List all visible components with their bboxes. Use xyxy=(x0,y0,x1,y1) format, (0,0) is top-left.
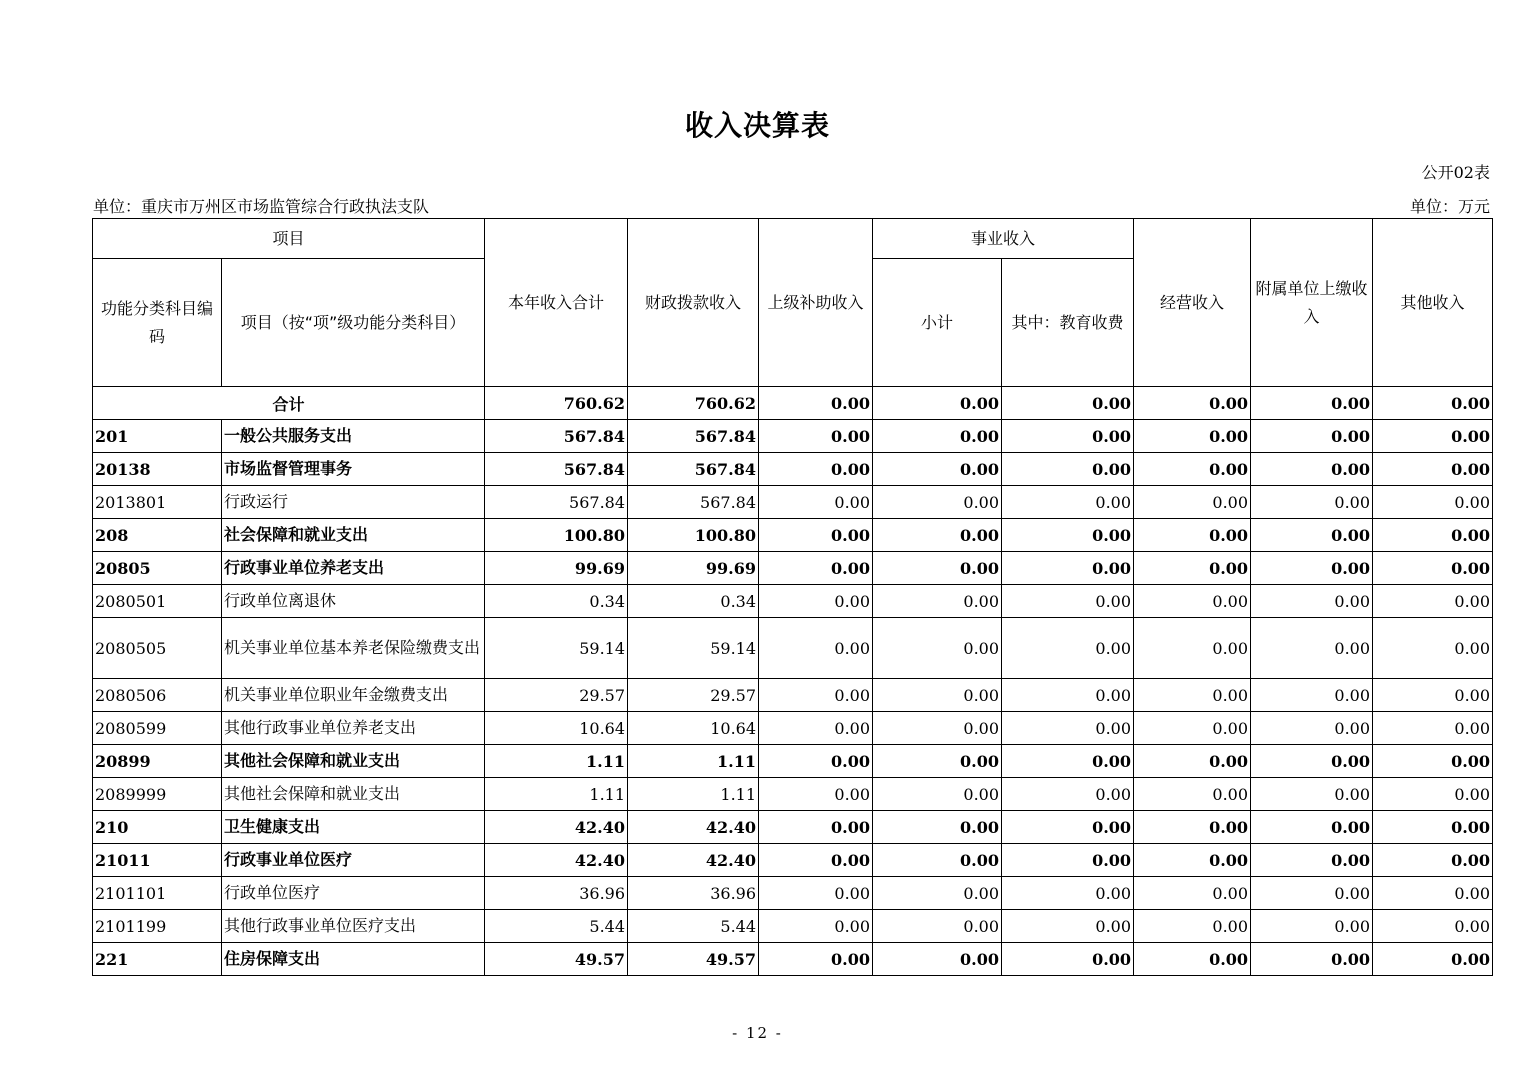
table-row xyxy=(93,679,1493,712)
row-value: 0.00 xyxy=(1134,679,1251,712)
row-name: 行政单位医疗 xyxy=(222,877,485,910)
row-value: 0.00 xyxy=(1251,618,1373,679)
row-name: 卫生健康支出 xyxy=(222,811,485,844)
table-row xyxy=(93,910,1493,943)
row-name: 其他社会保障和就业支出 xyxy=(222,745,485,778)
row-value: 567.84 xyxy=(628,453,759,486)
row-value: 0.00 xyxy=(1134,844,1251,877)
row-value: 0.00 xyxy=(1134,618,1251,679)
row-value: 0.00 xyxy=(1002,844,1134,877)
row-name: 市场监督管理事务 xyxy=(222,453,485,486)
row-value: 0.00 xyxy=(873,552,1002,585)
row-value: 0.00 xyxy=(1373,844,1493,877)
row-value: 59.14 xyxy=(485,618,628,679)
header-education-fee: 其中：教育收费 xyxy=(1002,259,1134,387)
table-row xyxy=(93,943,1493,976)
row-value: 1.11 xyxy=(628,745,759,778)
table-row xyxy=(93,811,1493,844)
total-cell: 0.00 xyxy=(1002,387,1134,420)
row-value: 0.00 xyxy=(1002,745,1134,778)
row-value: 10.64 xyxy=(628,712,759,745)
row-value: 0.00 xyxy=(1251,943,1373,976)
row-value: 0.00 xyxy=(873,910,1002,943)
row-name: 其他行政事业单位养老支出 xyxy=(222,712,485,745)
income-report-table xyxy=(92,218,1493,976)
row-value: 0.00 xyxy=(1002,778,1134,811)
row-value: 0.00 xyxy=(873,712,1002,745)
row-value: 0.00 xyxy=(1002,943,1134,976)
row-name: 其他行政事业单位医疗支出 xyxy=(222,910,485,943)
row-code: 2080506 xyxy=(93,679,222,712)
row-name: 行政事业单位医疗 xyxy=(222,844,485,877)
row-value: 0.00 xyxy=(873,844,1002,877)
row-value: 0.00 xyxy=(1134,811,1251,844)
row-value: 0.00 xyxy=(1251,778,1373,811)
row-value: 49.57 xyxy=(628,943,759,976)
row-value: 0.00 xyxy=(1002,679,1134,712)
row-value: 0.00 xyxy=(1251,712,1373,745)
row-value: 567.84 xyxy=(628,420,759,453)
row-value: 29.57 xyxy=(628,679,759,712)
row-value: 567.84 xyxy=(485,486,628,519)
header-total-income: 本年收入合计 xyxy=(485,219,628,387)
row-value: 0.00 xyxy=(759,585,873,618)
row-value: 0.00 xyxy=(1373,910,1493,943)
row-value: 0.00 xyxy=(1134,519,1251,552)
row-code: 2101199 xyxy=(93,910,222,943)
row-code: 2080505 xyxy=(93,618,222,679)
row-value: 0.00 xyxy=(759,877,873,910)
row-value: 36.96 xyxy=(485,877,628,910)
row-value: 0.00 xyxy=(873,811,1002,844)
row-code: 221 xyxy=(93,943,222,976)
row-value: 1.11 xyxy=(485,745,628,778)
page-title: 收入决算表 xyxy=(684,109,830,142)
row-value: 0.00 xyxy=(1134,453,1251,486)
row-value: 0.00 xyxy=(1002,519,1134,552)
row-value: 0.00 xyxy=(1373,811,1493,844)
row-value: 42.40 xyxy=(628,844,759,877)
row-value: 567.84 xyxy=(485,420,628,453)
row-code: 2080501 xyxy=(93,585,222,618)
row-value: 0.00 xyxy=(1373,778,1493,811)
row-value: 10.64 xyxy=(485,712,628,745)
row-value: 0.00 xyxy=(1134,585,1251,618)
table-row xyxy=(93,453,1493,486)
row-name: 行政单位离退休 xyxy=(222,585,485,618)
row-value: 0.00 xyxy=(1373,712,1493,745)
table-row xyxy=(93,712,1493,745)
row-value: 0.00 xyxy=(873,943,1002,976)
row-value: 0.00 xyxy=(759,486,873,519)
row-value: 0.00 xyxy=(1251,486,1373,519)
row-value: 0.00 xyxy=(1002,420,1134,453)
table-code: 公开02表 xyxy=(1421,163,1490,182)
row-value: 0.00 xyxy=(1373,453,1493,486)
table-row xyxy=(93,844,1493,877)
row-value: 42.40 xyxy=(485,844,628,877)
row-code: 201 xyxy=(93,420,222,453)
row-value: 0.00 xyxy=(1134,877,1251,910)
row-code: 20899 xyxy=(93,745,222,778)
page-number: - 12 - xyxy=(732,1024,783,1042)
table-row xyxy=(93,552,1493,585)
row-value: 0.00 xyxy=(1134,420,1251,453)
row-name: 社会保障和就业支出 xyxy=(222,519,485,552)
header-project: 项目 xyxy=(93,219,485,259)
header-business-income: 事业收入 xyxy=(873,219,1134,259)
row-value: 0.00 xyxy=(1373,618,1493,679)
row-name: 行政运行 xyxy=(222,486,485,519)
row-value: 0.00 xyxy=(873,679,1002,712)
row-value: 0.00 xyxy=(873,618,1002,679)
row-value: 0.00 xyxy=(759,778,873,811)
row-value: 5.44 xyxy=(628,910,759,943)
row-value: 0.00 xyxy=(1373,585,1493,618)
row-code: 21011 xyxy=(93,844,222,877)
total-cell: 760.62 xyxy=(628,387,759,420)
row-value: 0.00 xyxy=(1002,585,1134,618)
row-value: 0.00 xyxy=(759,420,873,453)
unit-currency: 单位：万元 xyxy=(1409,197,1490,216)
row-code: 2101101 xyxy=(93,877,222,910)
header-fiscal-income: 财政拨款收入 xyxy=(628,219,759,387)
table-row xyxy=(93,745,1493,778)
row-value: 0.00 xyxy=(759,679,873,712)
table-row xyxy=(93,778,1493,811)
row-value: 0.00 xyxy=(1134,745,1251,778)
total-cell: 0.00 xyxy=(1134,387,1251,420)
row-value: 0.00 xyxy=(1134,778,1251,811)
row-value: 0.00 xyxy=(759,811,873,844)
header-affiliated-income: 附属单位上缴收入 xyxy=(1251,219,1373,387)
row-value: 0.00 xyxy=(873,486,1002,519)
row-value: 0.00 xyxy=(873,877,1002,910)
row-value: 0.00 xyxy=(1134,552,1251,585)
row-value: 0.00 xyxy=(759,745,873,778)
row-value: 0.00 xyxy=(1002,486,1134,519)
row-value: 0.00 xyxy=(1134,910,1251,943)
row-value: 0.00 xyxy=(1373,943,1493,976)
total-cell: 0.00 xyxy=(759,387,873,420)
row-value: 0.34 xyxy=(485,585,628,618)
row-value: 99.69 xyxy=(485,552,628,585)
row-value: 0.00 xyxy=(1251,519,1373,552)
total-cell: 0.00 xyxy=(1251,387,1373,420)
row-value: 0.00 xyxy=(759,844,873,877)
row-value: 567.84 xyxy=(628,486,759,519)
row-code: 208 xyxy=(93,519,222,552)
row-value: 0.00 xyxy=(1002,552,1134,585)
row-value: 0.00 xyxy=(1251,585,1373,618)
row-value: 100.80 xyxy=(485,519,628,552)
row-value: 0.00 xyxy=(873,745,1002,778)
row-value: 42.40 xyxy=(485,811,628,844)
row-value: 0.00 xyxy=(1373,486,1493,519)
row-value: 36.96 xyxy=(628,877,759,910)
row-value: 1.11 xyxy=(485,778,628,811)
total-label: 合计 xyxy=(93,387,485,420)
row-value: 0.00 xyxy=(1134,943,1251,976)
total-cell: 0.00 xyxy=(873,387,1002,420)
row-value: 0.00 xyxy=(1373,519,1493,552)
row-value: 0.00 xyxy=(1251,844,1373,877)
row-value: 0.00 xyxy=(759,712,873,745)
row-value: 0.00 xyxy=(873,420,1002,453)
row-value: 0.00 xyxy=(1251,420,1373,453)
row-name: 行政事业单位养老支出 xyxy=(222,552,485,585)
table-row xyxy=(93,420,1493,453)
row-value: 29.57 xyxy=(485,679,628,712)
total-cell: 760.62 xyxy=(485,387,628,420)
row-value: 0.34 xyxy=(628,585,759,618)
row-value: 100.80 xyxy=(628,519,759,552)
row-value: 0.00 xyxy=(759,910,873,943)
row-value: 42.40 xyxy=(628,811,759,844)
row-value: 0.00 xyxy=(1251,552,1373,585)
row-value: 0.00 xyxy=(1373,679,1493,712)
row-value: 0.00 xyxy=(873,519,1002,552)
unit-organization: 单位：重庆市万州区市场监管综合行政执法支队 xyxy=(93,197,430,216)
row-value: 0.00 xyxy=(873,585,1002,618)
header-name: 项目（按“项”级功能分类科目） xyxy=(222,259,485,387)
row-value: 0.00 xyxy=(873,778,1002,811)
row-name: 其他社会保障和就业支出 xyxy=(222,778,485,811)
row-value: 0.00 xyxy=(1002,811,1134,844)
row-value: 0.00 xyxy=(1251,745,1373,778)
total-row xyxy=(93,387,1493,420)
header-subsidy-income: 上级补助收入 xyxy=(759,219,873,387)
row-value: 0.00 xyxy=(1002,910,1134,943)
row-value: 0.00 xyxy=(1251,453,1373,486)
row-code: 2013801 xyxy=(93,486,222,519)
row-value: 0.00 xyxy=(1251,679,1373,712)
row-value: 0.00 xyxy=(759,943,873,976)
table-body xyxy=(93,387,1493,976)
table-row xyxy=(93,519,1493,552)
table-row xyxy=(93,877,1493,910)
row-code: 2089999 xyxy=(93,778,222,811)
row-value: 59.14 xyxy=(628,618,759,679)
row-name: 住房保障支出 xyxy=(222,943,485,976)
row-value: 0.00 xyxy=(1373,745,1493,778)
header-subtotal: 小计 xyxy=(873,259,1002,387)
row-value: 0.00 xyxy=(1373,552,1493,585)
row-value: 0.00 xyxy=(759,519,873,552)
row-value: 0.00 xyxy=(1373,877,1493,910)
row-code: 210 xyxy=(93,811,222,844)
row-value: 0.00 xyxy=(1002,712,1134,745)
total-cell: 0.00 xyxy=(1373,387,1493,420)
row-value: 0.00 xyxy=(1002,453,1134,486)
row-value: 0.00 xyxy=(759,618,873,679)
row-name: 机关事业单位基本养老保险缴费支出 xyxy=(222,618,485,679)
row-value: 0.00 xyxy=(1251,877,1373,910)
row-value: 0.00 xyxy=(759,552,873,585)
row-value: 0.00 xyxy=(1251,910,1373,943)
row-value: 5.44 xyxy=(485,910,628,943)
row-value: 0.00 xyxy=(1134,486,1251,519)
row-value: 0.00 xyxy=(873,453,1002,486)
table-row xyxy=(93,486,1493,519)
row-value: 49.57 xyxy=(485,943,628,976)
row-value: 0.00 xyxy=(1002,618,1134,679)
header-code: 功能分类科目编码 xyxy=(93,259,222,387)
row-value: 1.11 xyxy=(628,778,759,811)
row-code: 20805 xyxy=(93,552,222,585)
row-value: 0.00 xyxy=(1134,712,1251,745)
table-row xyxy=(93,618,1493,679)
row-value: 0.00 xyxy=(759,453,873,486)
row-value: 0.00 xyxy=(1373,420,1493,453)
row-name: 一般公共服务支出 xyxy=(222,420,485,453)
row-value: 0.00 xyxy=(1251,811,1373,844)
header-other-income: 其他收入 xyxy=(1373,219,1493,387)
row-name: 机关事业单位职业年金缴费支出 xyxy=(222,679,485,712)
table-row xyxy=(93,585,1493,618)
header-operating-income: 经营收入 xyxy=(1134,219,1251,387)
row-code: 20138 xyxy=(93,453,222,486)
row-value: 0.00 xyxy=(1002,877,1134,910)
row-value: 567.84 xyxy=(485,453,628,486)
row-value: 99.69 xyxy=(628,552,759,585)
row-code: 2080599 xyxy=(93,712,222,745)
